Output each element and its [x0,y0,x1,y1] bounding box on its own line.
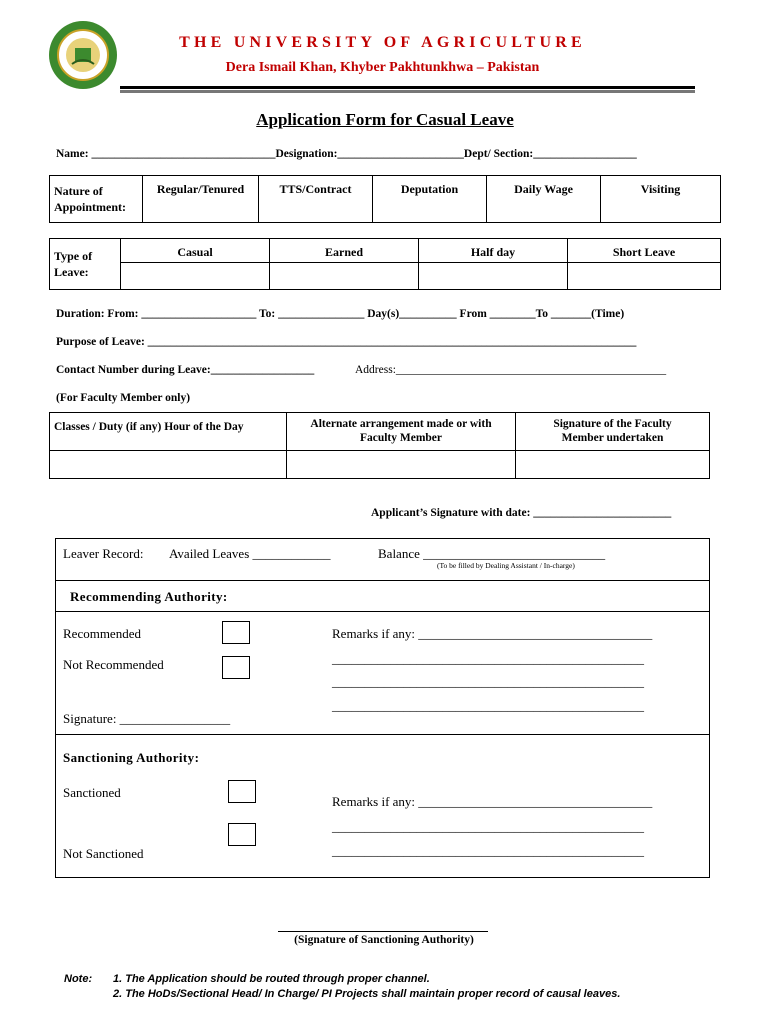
sanction-signature-rule[interactable] [278,931,488,932]
sanction-signature-label: (Signature of Sanctioning Authority) [294,934,474,946]
leave-record-label: Leaver Record: [63,546,144,561]
recommending-remark-line[interactable]: ________________________________________________ [332,651,644,666]
appointment-option[interactable]: TTS/Contract [259,176,373,223]
not-recommended-label: Not Recommended [63,657,164,672]
appointment-label-cell [50,176,143,223]
appointment-option[interactable]: Regular/Tenured [143,176,259,223]
faculty-header: Signature of the Faculty Member undertaken [516,413,710,451]
purpose-line: Purpose of Leave: _____________________________________________________________________________________ [56,336,637,348]
leave-type-check-cell[interactable] [419,263,568,290]
leave-type-option[interactable]: Half day [419,239,568,263]
not-recommended-checkbox[interactable] [222,656,250,679]
appointment-option[interactable]: Visiting [601,176,721,223]
faculty-header: Alternate arrangement made or with Faculty Member [287,413,516,451]
leave-type-option[interactable]: Earned [270,239,419,263]
sanctioned-label: Sanctioned [63,785,121,800]
leave-type-check-cell[interactable] [270,263,419,290]
leave-type-label-cell [50,239,121,290]
not-sanctioned-label: Not Sanctioned [63,846,144,861]
form-title: Application Form for Casual Leave [256,110,514,129]
sanctioned-checkbox[interactable] [228,780,256,803]
availed-leaves-field[interactable]: Availed Leaves ____________ [169,546,331,561]
recommending-signature-field[interactable]: Signature: _________________ [63,711,231,726]
university-location: Dera Ismail Khan, Khyber Pakhtunkhwa – Pakistan [225,60,540,75]
sanctioning-remark-line[interactable]: ________________________________________________ [332,843,644,858]
recommended-label: Recommended [63,626,141,641]
recommending-title-rule [55,611,710,612]
university-logo [48,20,118,90]
leave-type-option[interactable]: Casual [121,239,270,263]
name-designation-line: Name: ________________________________Designation:______________________Dept/ Section:__________________ [56,148,637,160]
faculty-cell[interactable] [516,451,710,479]
appointment-table [49,175,721,223]
appointment-option[interactable]: Deputation [373,176,487,223]
recommended-checkbox[interactable] [222,621,250,644]
contact-line: Contact Number during Leave:__________________ [56,364,315,376]
sanctioning-remark-line[interactable]: ________________________________________________ [332,819,644,834]
leave-type-check-cell[interactable] [568,263,721,290]
sanctioning-remarks-field[interactable]: Remarks if any: ____________________________________ [332,794,653,809]
appointment-label: Nature of Appointment: [54,184,127,214]
leave-record-note: (To be filled by Dealing Assistant / In-charge) [437,561,575,570]
applicant-signature-line: Applicant’s Signature with date: ________________________ [371,507,672,519]
sanctioning-title: Sanctioning Authority: [63,750,200,765]
recommending-title: Recommending Authority: [70,589,228,604]
leave-type-option[interactable]: Short Leave [568,239,721,263]
recommending-remark-line[interactable]: ________________________________________________ [332,674,644,689]
note-item: 1. The Application should be routed through proper channel. [113,973,430,985]
recommending-remark-line[interactable]: ________________________________________________ [332,698,644,713]
header-rule [120,86,695,89]
note-label: Note: [64,973,93,985]
faculty-table [49,412,710,479]
leave-type-label: Type of Leave: [54,249,93,279]
appointment-option[interactable]: Daily Wage [487,176,601,223]
recommending-remarks-field[interactable]: Remarks if any: ____________________________________ [332,626,653,641]
faculty-header: Classes / Duty (if any) Hour of the Day [50,413,287,451]
header-rule-shadow [120,90,695,93]
note-item: 2. The HoDs/Sectional Head/ In Charge/ PI Projects shall maintain proper record of causal leaves. [113,988,621,1000]
balance-field[interactable]: Balance ____________________________ [378,546,606,561]
university-name: THE UNIVERSITY OF AGRICULTURE [179,34,586,51]
address-line: Address:_______________________________________________ [355,364,667,376]
faculty-cell[interactable] [287,451,516,479]
leave-type-table [49,238,721,290]
not-sanctioned-checkbox[interactable] [228,823,256,846]
faculty-only-label: (For Faculty Member only) [56,392,191,404]
duration-line: Duration: From: ____________________ To: _______________ Day(s)__________ From ________To _______(Time) [56,308,625,320]
leave-type-check-cell[interactable] [121,263,270,290]
faculty-cell[interactable] [50,451,287,479]
